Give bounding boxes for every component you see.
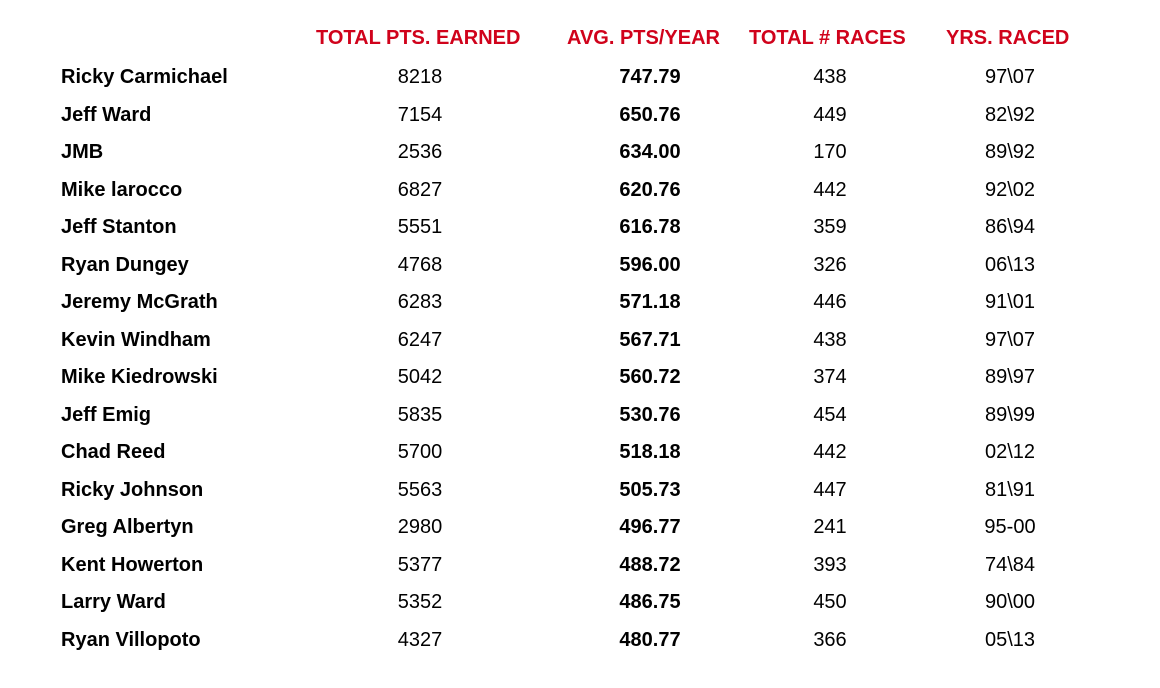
avg-pts-cell: 567.71 <box>619 328 681 351</box>
yrs-raced-cell: 86\94 <box>984 216 1036 238</box>
table-body <box>0 60 1160 660</box>
rider-name-cell: Ricky Johnson <box>61 478 204 501</box>
yrs-raced-cell: 02\12 <box>984 441 1036 463</box>
total-races-cell: 449 <box>813 103 847 126</box>
table-row <box>0 135 1160 173</box>
total-pts-cell: 6827 <box>397 178 443 201</box>
total-races-cell: 374 <box>813 366 847 388</box>
avg-pts-cell: 571.18 <box>619 291 681 313</box>
rider-name-cell: Larry Ward <box>61 591 166 613</box>
rider-name-cell: Kevin Windham <box>61 328 211 351</box>
table-row <box>0 510 1160 548</box>
yrs-raced-cell: 97\07 <box>984 328 1036 351</box>
rider-name-cell: JMB <box>61 141 104 163</box>
rider-name-cell: Jeremy McGrath <box>61 291 218 313</box>
yrs-raced-cell: 89\99 <box>984 403 1036 426</box>
avg-pts-cell: 650.76 <box>619 103 681 126</box>
avg-pts-cell: 747.79 <box>619 66 681 88</box>
rider-name-cell: Chad Reed <box>61 441 166 463</box>
table-row <box>0 173 1160 211</box>
total-races-cell: 454 <box>813 403 847 426</box>
yrs-raced-cell: 97\07 <box>984 66 1036 88</box>
avg-pts-cell: 530.76 <box>619 403 681 426</box>
rider-name-cell: Ryan Dungey <box>61 253 189 276</box>
yrs-raced-cell: 91\01 <box>984 291 1036 313</box>
total-races-cell: 326 <box>813 253 847 276</box>
yrs-raced-cell: 81\91 <box>984 478 1036 501</box>
rider-name-cell: Ricky Carmichael <box>61 66 228 88</box>
header-total-pts: TOTAL PTS. EARNED <box>316 27 521 49</box>
yrs-raced-cell: 90\00 <box>984 591 1036 613</box>
rider-name-cell: Greg Albertyn <box>61 516 194 538</box>
total-pts-cell: 5835 <box>397 403 443 426</box>
total-pts-cell: 5700 <box>397 441 443 463</box>
total-pts-cell: 8218 <box>397 66 443 88</box>
total-pts-cell: 5042 <box>397 366 443 388</box>
avg-pts-cell: 560.72 <box>619 366 681 388</box>
avg-pts-cell: 480.77 <box>619 628 681 651</box>
avg-pts-cell: 620.76 <box>619 178 681 201</box>
header-total-races: TOTAL # RACES <box>749 27 906 49</box>
table-row <box>0 473 1160 511</box>
rider-name-cell: Ryan Villopoto <box>61 628 201 651</box>
rider-name-cell: Mike Kiedrowski <box>61 366 218 388</box>
table-row <box>0 210 1160 248</box>
yrs-raced-cell: 89\97 <box>984 366 1036 388</box>
header-yrs-raced: YRS. RACED <box>946 27 1070 49</box>
avg-pts-cell: 518.18 <box>619 441 681 463</box>
total-pts-cell: 4768 <box>397 253 443 276</box>
yrs-raced-cell: 82\92 <box>984 103 1036 126</box>
avg-pts-cell: 486.75 <box>619 591 681 613</box>
total-pts-cell: 5563 <box>397 478 443 501</box>
table-row <box>0 98 1160 136</box>
total-races-cell: 442 <box>813 178 847 201</box>
total-pts-cell: 5551 <box>397 216 443 238</box>
avg-pts-cell: 616.78 <box>619 216 681 238</box>
avg-pts-cell: 488.72 <box>619 553 681 576</box>
table-row <box>0 360 1160 398</box>
yrs-raced-cell: 89\92 <box>984 141 1036 163</box>
rider-name-cell: Jeff Stanton <box>61 216 177 238</box>
yrs-raced-cell: 95-00 <box>984 516 1036 538</box>
table-row <box>0 323 1160 361</box>
table-row <box>0 585 1160 623</box>
total-races-cell: 442 <box>813 441 847 463</box>
total-races-cell: 241 <box>813 516 847 538</box>
total-pts-cell: 6247 <box>397 328 443 351</box>
total-races-cell: 450 <box>813 591 847 613</box>
total-pts-cell: 6283 <box>397 291 443 313</box>
total-races-cell: 359 <box>813 216 847 238</box>
table-row <box>0 285 1160 323</box>
avg-pts-cell: 596.00 <box>619 253 681 276</box>
total-races-cell: 366 <box>813 628 847 651</box>
total-pts-cell: 5377 <box>397 553 443 576</box>
yrs-raced-cell: 92\02 <box>984 178 1036 201</box>
total-pts-cell: 7154 <box>397 103 443 126</box>
rider-name-cell: Jeff Emig <box>61 403 152 426</box>
table-row <box>0 60 1160 98</box>
yrs-raced-cell: 06\13 <box>984 253 1036 276</box>
table-row <box>0 435 1160 473</box>
header-avg-pts: AVG. PTS/YEAR <box>567 27 720 49</box>
total-races-cell: 438 <box>813 328 847 351</box>
total-pts-cell: 4327 <box>397 628 443 651</box>
total-pts-cell: 2536 <box>397 141 443 163</box>
yrs-raced-cell: 74\84 <box>984 553 1036 576</box>
avg-pts-cell: 496.77 <box>619 516 681 538</box>
rider-name-cell: Jeff Ward <box>61 103 152 126</box>
rider-name-cell: Mike larocco <box>61 178 183 201</box>
total-races-cell: 170 <box>813 141 847 163</box>
yrs-raced-cell: 05\13 <box>984 628 1036 651</box>
rider-name-cell: Kent Howerton <box>61 553 204 576</box>
avg-pts-cell: 505.73 <box>619 478 681 501</box>
total-races-cell: 438 <box>813 66 847 88</box>
total-pts-cell: 5352 <box>397 591 443 613</box>
avg-pts-cell: 634.00 <box>619 141 681 163</box>
table-row <box>0 248 1160 286</box>
total-races-cell: 393 <box>813 553 847 576</box>
total-races-cell: 446 <box>813 291 847 313</box>
table-header-row <box>0 27 1160 53</box>
table-row <box>0 548 1160 586</box>
total-races-cell: 447 <box>813 478 847 501</box>
total-pts-cell: 2980 <box>397 516 443 538</box>
table-row <box>0 623 1160 661</box>
table-row <box>0 398 1160 436</box>
